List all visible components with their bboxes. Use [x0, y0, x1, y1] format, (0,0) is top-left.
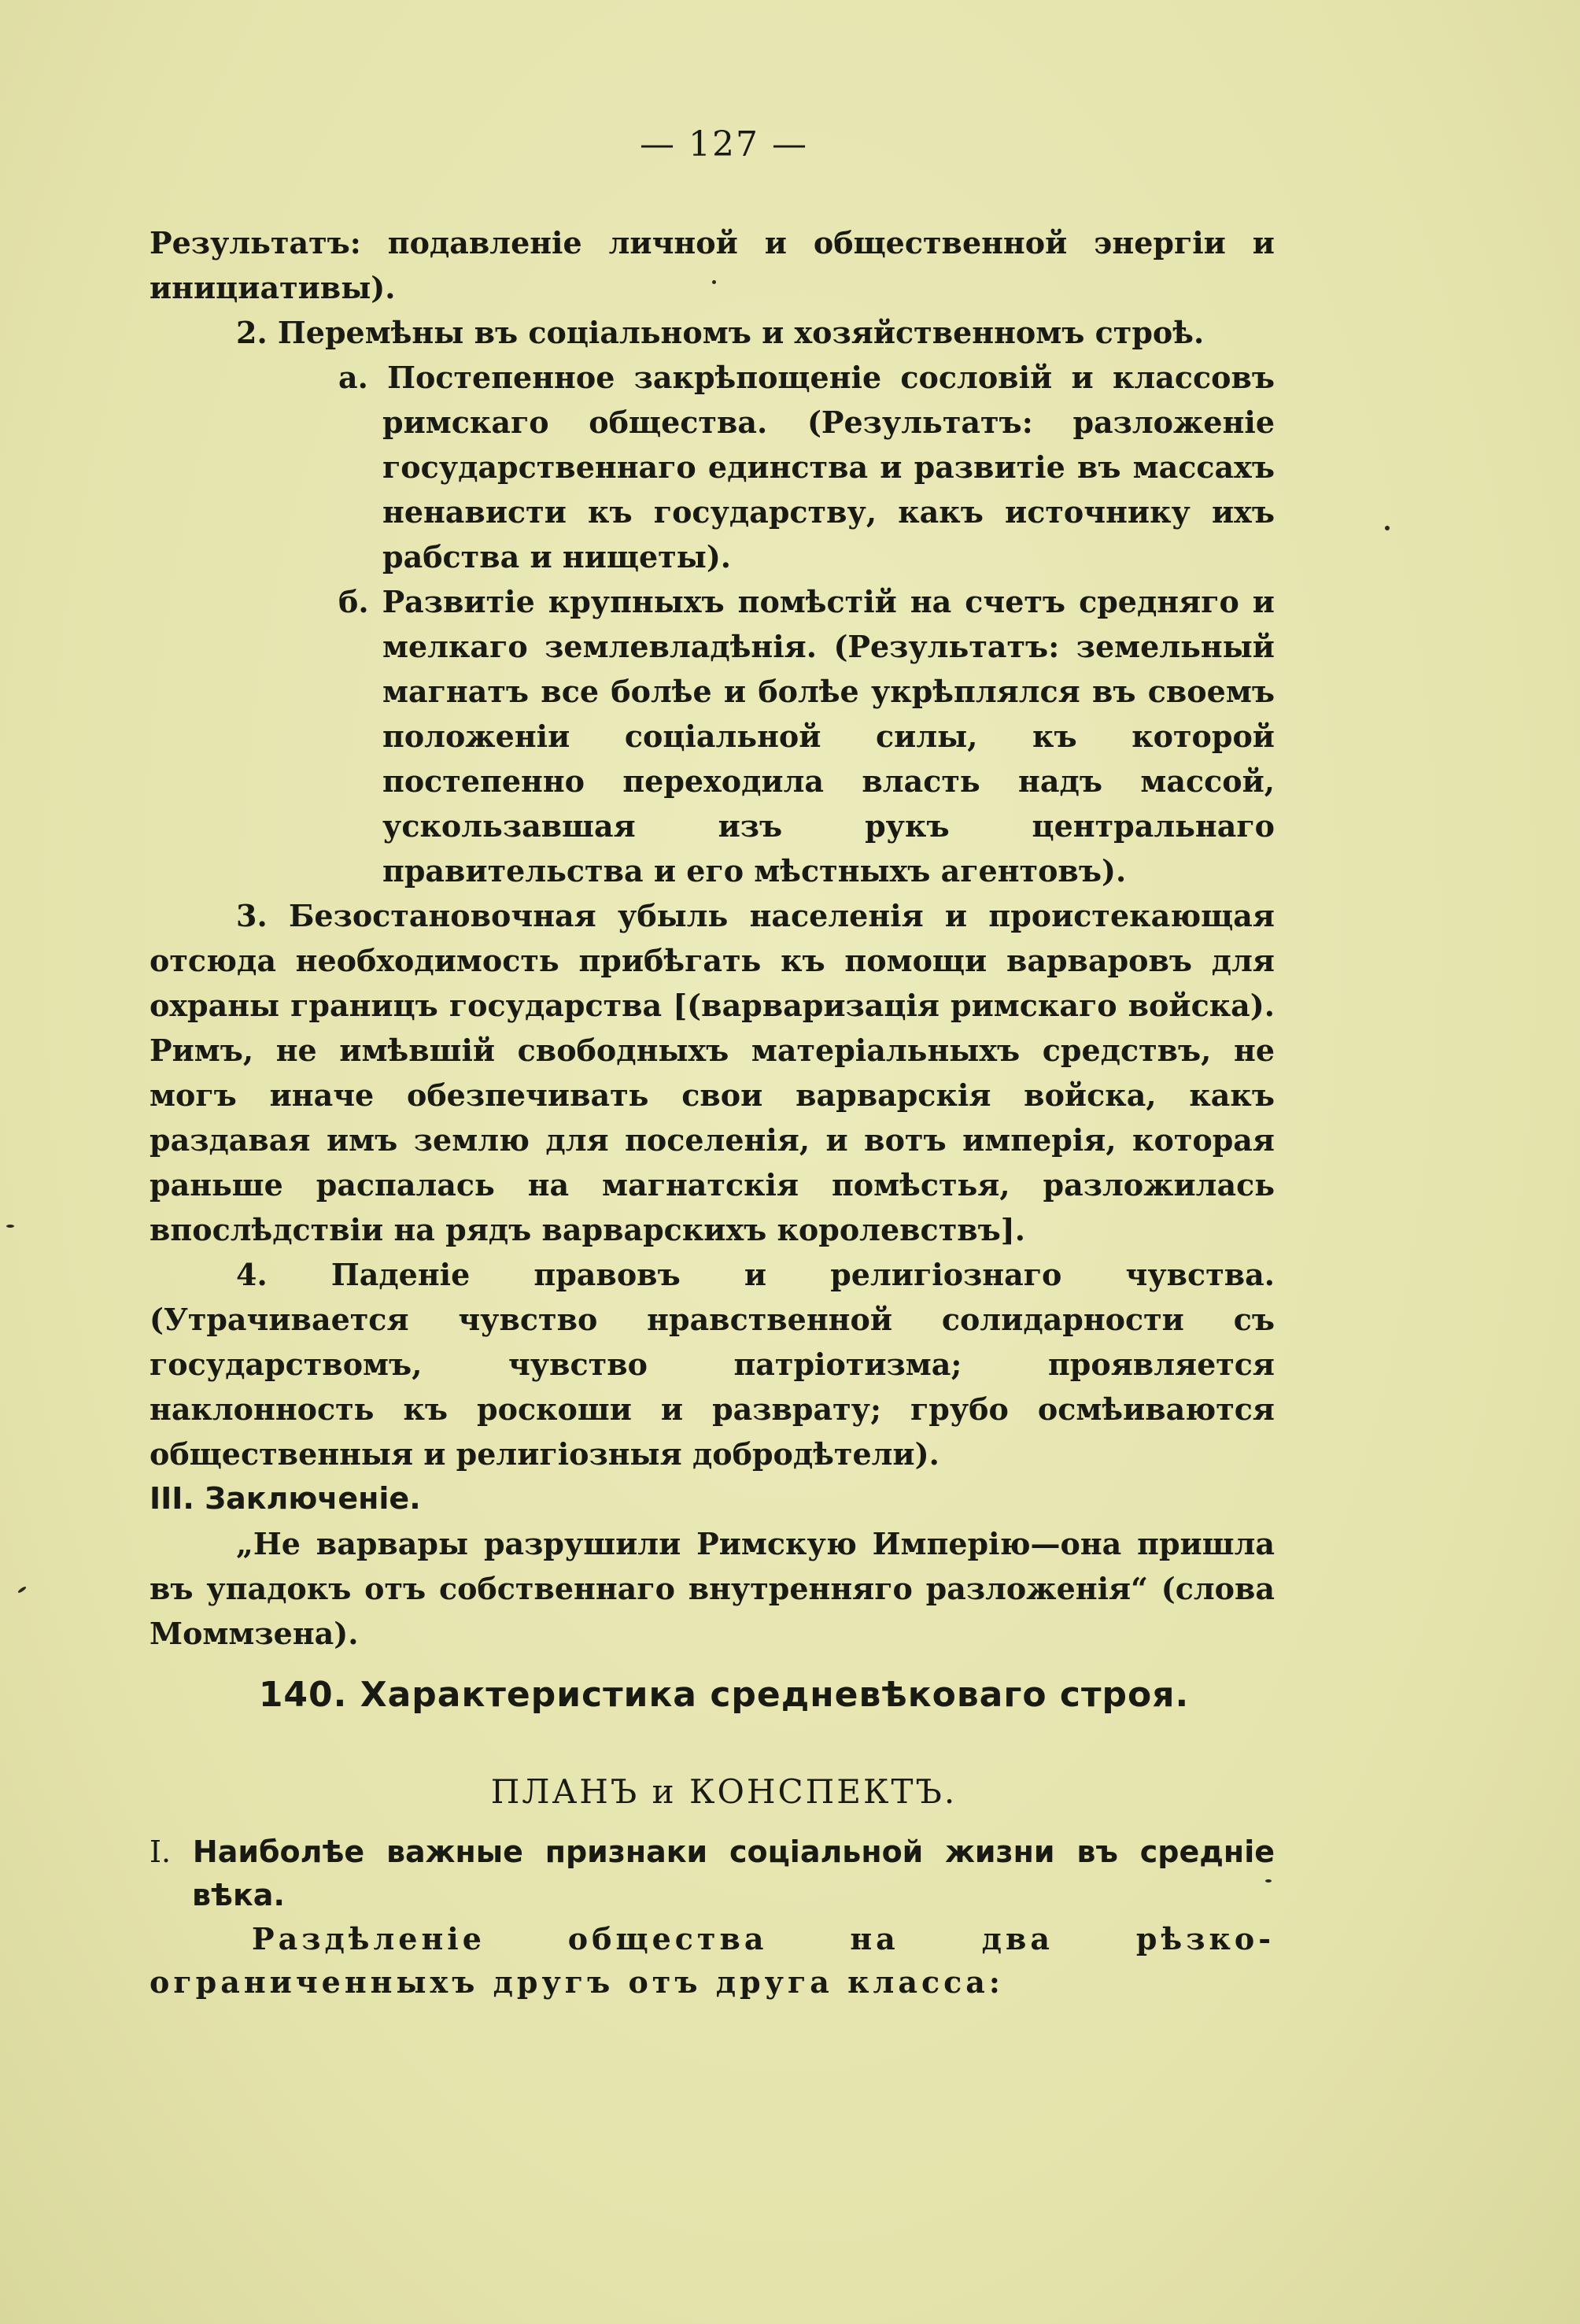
print-speck — [712, 280, 716, 284]
print-speck — [1385, 526, 1390, 530]
paragraph-point-3: 3. Безостановочная убыль населенія и проистекающая отсюда необходимость прибѣгать къ помощи варваровъ для охраны границъ государства [(варваризація римскаго войска). Римъ, не имѣвшій свободныхъ матеріальныхъ средствъ, не могъ иначе обезпечивать свои варварскія войска, какъ раздавая имъ землю для поселенія, и вотъ имперія, которая раньше распалась на магнатскія помѣстья, разложилась впослѣдствіи на рядъ варварскихъ королевствъ]. — [150, 898, 1275, 1247]
lower-text-block — [150, 1831, 1275, 2004]
paragraph-point-2: 2. Перемѣны въ соціальномъ и хозяйственномъ строѣ. — [236, 315, 1205, 350]
paragraph-point-2a: а. Постепенное закрѣпощеніе сословій и классовъ римскаго общества. (Результатъ: разложеніе государственнаго единства и развитіе въ массахъ ненависти къ государству, какъ источнику ихъ рабства и нищеты). — [338, 360, 1275, 575]
heading-roman-numeral: I. — [150, 1834, 172, 1869]
paragraph-society-division: Раздѣленіе общества на два рѣзко-ограниченныхъ другъ отъ друга класса: — [150, 1921, 1275, 2000]
paragraph-point-2b: б. Развитіе крупныхъ помѣстій на счетъ средняго и мелкаго землевладѣнія. (Результатъ: земельный магнатъ все болѣе и болѣе укрѣплялся въ своемъ положеніи соціальной силы, къ которой постепенно переходила власть надъ массой, ускользавшая изъ рукъ центральнаго правительства и его мѣстныхъ агентовъ). — [338, 584, 1275, 889]
print-speck — [1265, 1879, 1272, 1882]
upper-text-block — [150, 220, 1275, 1656]
mommsen-quote: „Не варвары разрушили Римскую Имперію—она пришла въ упадокъ отъ собственнаго внутренняго разложенія“ (слова Моммзена). — [150, 1526, 1275, 1651]
page-number: — 127 — — [640, 124, 808, 164]
print-speck — [6, 1225, 14, 1228]
heading-I — [150, 1831, 1275, 1917]
print-speck — [17, 1586, 27, 1594]
paragraph-result: Результатъ: подавленіе личной и общественной энергіи и инициативы). — [150, 225, 1275, 305]
paragraph-point-4: 4. Паденіе правовъ и религіознаго чувства. (Утрачивается чувство нравственной солидарности съ государствомъ, чувство патріотизма; проявляется наклонность къ роскоши и разврату; грубо осмѣиваются общественныя и религіозныя добродѣтели). — [150, 1257, 1275, 1472]
heading-text: Наиболѣе важные признаки соціальной жизни въ средніе вѣка. — [192, 1834, 1275, 1912]
plan-title: ПЛАНЪ и КОНСПЕКТЪ. — [490, 1772, 958, 1811]
conclusion-heading: III. Заключеніе. — [150, 1481, 421, 1516]
section-title: 140. Характеристика средневѣковаго строя. — [258, 1675, 1190, 1715]
